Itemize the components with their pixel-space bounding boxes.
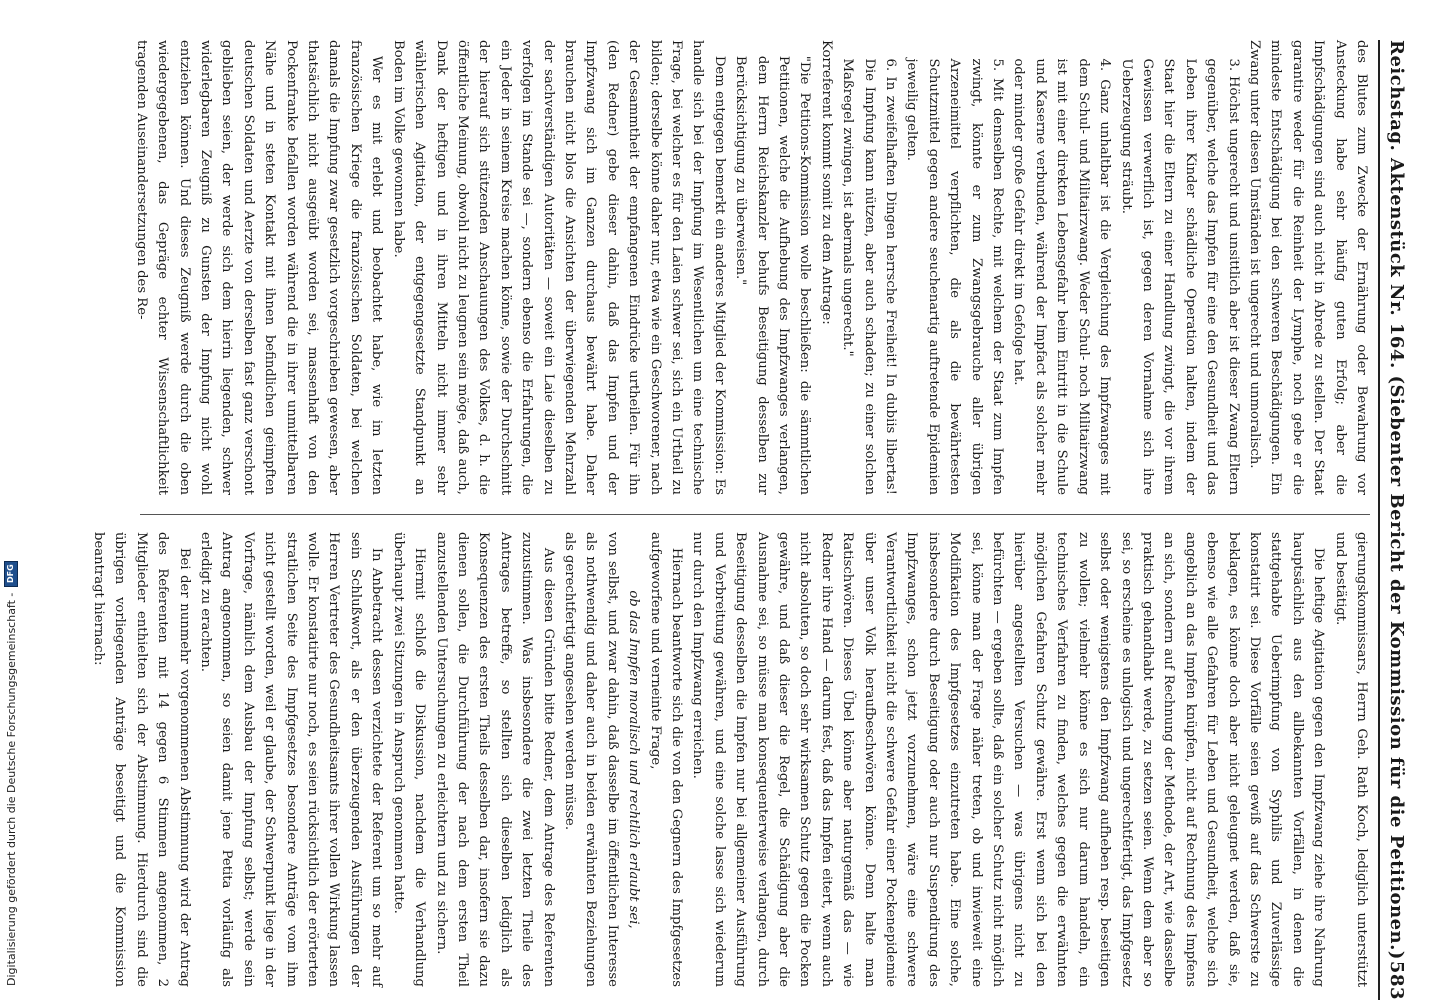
dfg-logo: DFG — [4, 561, 18, 587]
column-divider — [140, 514, 1370, 515]
right-column-paragraph: Hiernach beantworte sich die von den Gegnern des Impfgesetzes aufgeworfene und verneinte Frage, — [647, 532, 684, 987]
left-column — [132, 40, 1372, 495]
left-column-paragraph: Korreferent kommt somit zu dem Antrage: — [818, 40, 834, 325]
digitization-note — [4, 0, 18, 1000]
left-column-paragraph: 4. Ganz unhaltbar ist die Vergleichung des Impfzwanges mit dem Schul- und Militairzwang. Weder Schul- noch Militairzwang ist mit einer direkten Lebensgefahr beim Eintritt in die Schule und Kaserne verbunden, während der Impfact als solcher mehr oder minder große Gefahr direkt im Gefolge hat. — [1011, 58, 1113, 495]
left-column-paragraph: 6. In zweifelhaften Dingen herrsche Freiheit! In dubiis libertas! Die Impfung kann nützen, aber auch schaden; zu einer solchen Maßregel zwingen, ist abermals ungerecht." — [840, 58, 899, 495]
left-column-paragraph: "Die Petitions-Kommission wolle beschließen: die sämmtlichen Petitionen, welche die Aufhebung des Impfzwanges verlangen, dem Herrn Reichskanzler behufs Beseitigung desselben zur Berücksichtigung zu überweisen." — [733, 55, 813, 495]
left-column-paragraph: 5. Mit demselben Rechte, mit welchem der Staat zum Impfen zwingt, könnte er zum Zwangsgebrauche aller übrigen Arzeneimittel verpflichten, die als die bewährtesten Schutzmittel gegen andere seuchenartig auftretende Epidemien jeweilig gelten. — [904, 58, 1006, 495]
running-header — [1384, 40, 1410, 1000]
header-title: Reichstag. Aktenstück Nr. 164. (Siebenter Bericht der Kommission für die Petitionen.) — [1386, 40, 1408, 960]
right-column-paragraph: gierungskommissars, Herrn Geh. Rath Koch, lediglich unterstützt und bestätigt. — [1332, 532, 1369, 987]
left-column-paragraph: Wer es mit erlebt und beobachtet habe, wie im letzten französischen Kriege die französischen Soldaten, bei welchen damals die Impfung zwar gesetzlich vorgeschrieben gewesen, aber thatsächlich nicht ausgeübt worden sei, massenhaft von den Pockenfranke befallen worden während die in ihrer unmittelbaren Nähe und in steten Kontakt mit ihnen befindlichen geimpften deutschen Soldaten und Aerzte von derselben fast ganz verschont geblieben seien, der werde sich dem hierin liegenden, schwer widerlegbaren Zeugniß zu Gunsten der Impfung nicht wohl entziehen können. Und dieses Zeugniß werde durch die oben wiedergegebenen, das Gepräge echter Wissenschaftlichkeit tragenden Auseinandersetzungen des Re- — [133, 40, 385, 495]
header-rule — [1378, 40, 1380, 1000]
right-column-paragraph: von selbst, und zwar dahin, daß dasselbe im öffentlichen Interesse als nothwendig und daher auch in beiden erwähnten Beziehungen als gerechtfertigt angesehen werden müsse. — [561, 532, 620, 987]
digitization-text: Digitalisierung gefördert durch die Deutsche Forschungsgemeinschaft - — [4, 592, 18, 986]
right-column-paragraph: Aus diesen Gründen bitte Redner, dem Antrage des Referenten zuzustimmen. Was insbesondere die zwei letzten Theile des Antrages betreffe, so stellten sich dieselben lediglich als Konsequenzen des ersten Theils desselben dar, insofern sie dazu dienen sollen, die Durchführung der nach dem ersten Theil anzustellenden Untersuchungen zu erleichtern und zu sichern. — [433, 532, 556, 987]
left-column-paragraph: des Blutes zum Zwecke der Ernährung oder Bewahrung vor Ansteckung habe sehr häufig guten Erfolg; aber die Impfschädigungen sind auch nicht in Abrede zu stellen. Der Staat garantire weder für die Reinheit der Lymphe, noch gebe er die mindeste Entschädigung bei den schweren Beschädigungen. Ein Zwang unter diesen Umständen ist ungerecht und unmoralisch. — [1246, 40, 1369, 495]
right-column-paragraph: ob das Impfen moralisch und rechtlich erlaubt sei, — [626, 590, 642, 929]
right-column-paragraph: Bei der nunmehr vorgenommenen Abstimmung wird der Antrag des Referenten mit 14 gegen 6 Stimmen angenommen, 2 Mitglieder enthielten sich der Abstimmung. Hierdurch sind die übrigen vorliegenden Anträge beseitigt und die Kommission beantragt hiernach: — [91, 532, 192, 987]
right-column-paragraph: In Anbetracht dessen verzichtete der Referent um so mehr auf sein Schlußwort, als er den überzeugenden Ausführungen der Herren Vertreter des Gesundheitsamts ihrer vollen Wirkung lassen wolle. Er konstatirte nur noch, es seien rücksichtlich der erörterten stratlichen Seite des Impfgesetzes besondere Anträge vom ihm nicht gestellt worden, weil er glaube, der Schwerpunkt liege in der Vorfrage, nämlich dem Ausbau der Impfung selbst; werde sein Antrag angenommen, so seien damit jene Petita vorläufig als erledigt zu erachten. — [198, 532, 385, 987]
left-column-paragraph: 3. Höchst ungerecht und unsittlich aber ist dieser Zwang Eltern gegenüber, welche das Impfen für eine den Gesundheit und das Leben ihrer Kinder schädliche Operation halten, indem der Staat hier die Eltern zu einer Handlung zwingt, die vor ihrem Gewissen verwerflich ist, gegen deren Vornahme sich ihre Ueberzeugung sträubt. — [1118, 58, 1241, 495]
page-number: 583 — [1386, 960, 1408, 1000]
left-column-paragraph: Dem entgegen bemerkt ein anderes Mitglied der Kommission: Es handle sich bei der Impfung im Wesentlichen um eine technische Frage, bei welcher es für den Laien schwer sei, sich ein Urtheil zu bilden; derselbe könne daher nur, etwa wie ein Geschworener, nach der Gesammtheit der empfangenen Eindrücke urtheilen. Für ihn (den Redner) gebe dieser dahin, daß das Impfen und der Impfzwang sich im Ganzen durchaus bewährt habe. Daher brauchen nicht blos die Ansichten der überwiegenden Mehrzahl der sachverständigen Autoritäten — soweit ein Laie dieselben zu verfolgen im Stande sei —, sondern ebenso die Erfahrungen, die ein Jeder in seinem Kreise machen könne, sowie der Durchschnitt der hierauf sich stützenden Anschauungen des Volkes, d. h. die öffentliche Meinung, obwohl nicht zu leugnen sein möge, daß auch, Dank der heftigen und in ihren Mitteln nicht immer sehr wählerischen Agitation, der entgegengesetzte Standpunkt an Boden im Volke gewonnen habe. — [390, 40, 727, 496]
right-column-paragraph: Die heftige Agitation gegen den Impfzwang ziehe ihre Nahrung hauptsächlich aus den allbekannten Vorfällen, in denen die stattgehabte Ueberimpfung von Syphilis und Zuverlässige konstatirt sei. Diese Vorfälle seien gewiß auf das Schwerste zu beklagen, es könne doch aber nicht geleugnet werden, daß sie, ebenso wie alle Gefahren für Leben und Gesundheit, welche sich angeblich an das Impfen knüpfen, nicht auf Rechnung des Impfens an sich, sondern auf Rechnung der Methode, der Art, wie dasselbe praktisch gehandhabt werde, zu setzen seien. Wenn dem aber so sei, so erscheine es unlogisch und ungerechtfertigt, das Impfgesetz selbst oder wenigstens den Impfzwang aufheben resp. beseitigen zu wollen; vielmehr könne es sich nur darum handeln, ein technisches Verfahren zu finden, welches gegen die erwähnten möglichen Gefahren Schutz gewähre. Erst wenn sich bei den hierüber angestellten Versuchen — was übrigens nicht zu befürchten — ergeben sollte, daß ein solcher Schutz nicht möglich sei, könne man der Frage näher treten, ob und inwieweit eine Modifikation des Impfgesetzes einzutreten habe. Eine solche, insbesondere durch Beseitigung oder auch nur Suspendirung des Impfzwanges, schon jetzt vorzunehmen, wäre eine schwere Verantwortlichkeit nicht die schwere Gefahr einer Pockenepidemie über unser Volk heraufbeschwören könne. Denn halte man Ratischwören. Dieses Übel könne aber naturgemäß das — wie Redner ihre Hand — darum fest, daß das Impfen eitert, wenn auch nicht absoluten, so doch sehr wirksamen Schutz gegen die Pocken gewähre, und daß dieser die Regel, die Schädigung aber die Ausnahme sei, so müsse man konsequenterweise verlangen, durch Beseitigung desselben die Impfen nur bei allgemeiner Ausführung und Verbreitung gewähren, und eine solche lasse sich wiederum nur durch den Impfzwang erreichen. — [690, 532, 1327, 987]
rotated-page-content — [91, 40, 1410, 1000]
right-column — [91, 532, 1372, 987]
right-column-paragraph: Hiermit schloß die Diskussion, nachdem die Verhandlung überhaupt zwei Sitzungen in Anspruch genommen hatte. — [390, 532, 428, 987]
